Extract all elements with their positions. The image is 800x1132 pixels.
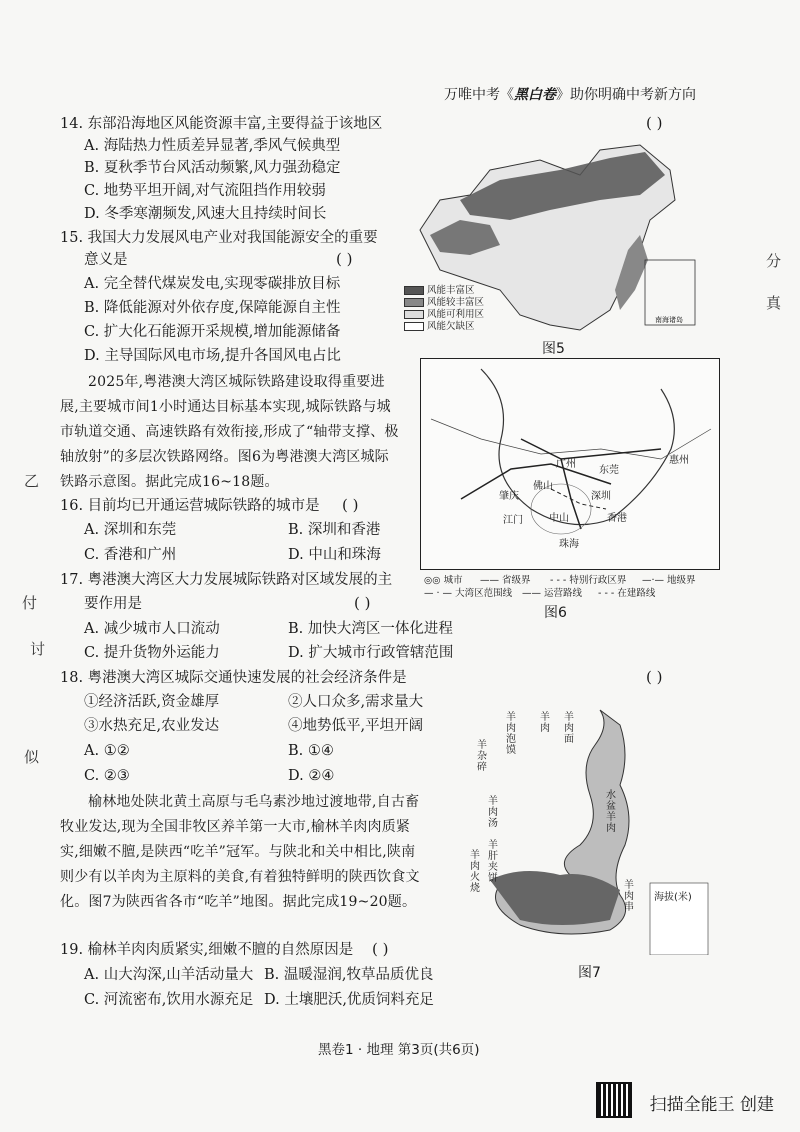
q18-condition: ④地势低平,平坦开阔 <box>288 718 424 734</box>
header-suffix: 》助你明确中考新方向 <box>556 87 696 103</box>
city-label: 中山 <box>549 513 569 524</box>
fig6-caption: 图6 <box>544 605 567 621</box>
legend-label: 风能丰富区 <box>427 285 475 296</box>
q19-option: B. 温暖湿润,牧草品质优良 <box>264 967 434 983</box>
passage-2: 榆林地处陕北黄土高原与毛乌素沙地过渡地带,自古畜牧业发达,现为全国非牧区养羊第一大市,榆林羊肉肉质紧实,细嫩不膻,是陕西“吃羊”冠军。与陕北和关中相比,陕南则少有以羊肉为主原料的美食,有着独特鲜明的陕西饮食文化。图7为陕西省各市“吃羊”地图。据此完成19~20题。 <box>60 794 420 910</box>
fig6-legend-item: —— 省级界 <box>480 575 531 586</box>
q17-stem-cont: 要作用是 <box>84 596 142 612</box>
q14-option: D. 冬季寒潮频发,风速大且持续时间长 <box>84 206 327 222</box>
q15-option: D. 主导国际风电市场,提升各国风电占比 <box>84 348 341 364</box>
header-brand: 黑白卷 <box>514 87 556 103</box>
q14-paren: ( ) <box>646 114 663 132</box>
q15-stem: 15. 我国大力发展风电产业对我国能源安全的重要 <box>60 230 378 246</box>
q19-option: D. 土壤肥沃,优质饲料充足 <box>264 992 434 1008</box>
q17-option: A. 减少城市人口流动 <box>84 621 220 637</box>
inset-label: 南海诸岛 <box>655 316 683 324</box>
legend-label: 风能欠缺区 <box>427 321 475 332</box>
city-label: 珠海 <box>559 539 579 550</box>
q14-stem: 14. 东部沿海地区风能资源丰富,主要得益于该地区 <box>60 116 383 132</box>
fig7-shaanxi-map <box>460 705 720 955</box>
q18-condition: ③水热充足,农业发达 <box>84 718 220 734</box>
q18-option: C. ②③ <box>84 768 130 784</box>
fig6-map-frame <box>420 358 720 570</box>
q17-option: B. 加快大湾区一体化进程 <box>288 621 453 637</box>
header-prefix: 万唯中考《 <box>444 87 514 103</box>
fig6-legend-item: — · — 大湾区范围线 <box>424 588 513 599</box>
q17-option: D. 扩大城市行政管辖范围 <box>288 645 454 661</box>
city-label: 惠州 <box>669 455 689 466</box>
lamb-label: 羊杂碎 <box>477 740 487 773</box>
city-label: 肇庆 <box>499 491 519 502</box>
q14-option: B. 夏秋季节台风活动频繁,风力强劲稳定 <box>84 160 341 176</box>
lamb-label: 羊肉 <box>540 712 550 734</box>
city-label: 江门 <box>503 515 523 526</box>
q18-condition: ①经济活跃,资金雄厚 <box>84 694 220 710</box>
page-footer: 黑卷1 · 地理 第3页(共6页) <box>318 1042 480 1058</box>
fig6-legend-item: —— 运营路线 <box>522 588 583 599</box>
side-mark: 讨 <box>30 640 46 658</box>
side-mark: 真 <box>766 294 782 312</box>
side-mark: 分 <box>766 252 782 270</box>
q16-option: A. 深圳和东莞 <box>84 522 177 538</box>
legend-swatch <box>404 322 424 331</box>
q18-paren: ( ) <box>646 668 663 686</box>
q15-stem-cont: 意义是 <box>84 252 128 268</box>
fig7-legend-title: 海拔(米) <box>654 892 692 903</box>
q16-option: D. 中山和珠海 <box>288 547 381 563</box>
fig6-legend-item: - - - 特别行政区界 <box>550 575 627 586</box>
lamb-label: 羊肉火烧 <box>470 850 480 894</box>
q14-option: C. 地势平坦开阔,对气流阻挡作用较弱 <box>84 183 326 199</box>
q15-option: B. 降低能源对外依存度,保障能源自主性 <box>84 300 341 316</box>
q16-paren: ( ) <box>342 496 359 514</box>
legend-label: 风能较丰富区 <box>427 297 485 308</box>
q19-stem: 19. 榆林羊肉肉质紧实,细嫩不膻的自然原因是 <box>60 942 354 958</box>
scanner-watermark: 扫描全能王 创建 <box>649 1095 774 1115</box>
fig5-caption: 图5 <box>542 341 565 357</box>
lamb-label: 羊肉泡馍 <box>506 712 516 756</box>
q18-option: A. ①② <box>84 743 130 759</box>
passage-1: 2025年,粤港澳大湾区城际铁路建设取得重要进展,主要城市间1小时通达目标基本实现,城际铁路与城市轨道交通、高速铁路有效衔接,形成了“轴带支撑、极轴放射”的多层次铁路网络。图6为粤港澳大湾区城际铁路示意图。据此完成16~18题。 <box>60 374 399 490</box>
city-label: 东莞 <box>599 465 619 476</box>
lamb-label: 羊肉汤 <box>488 796 498 829</box>
fig6-legend-item: —·— 地级界 <box>642 575 696 586</box>
city-label: 广州 <box>556 459 576 470</box>
fig7-caption: 图7 <box>578 965 601 981</box>
city-label: 深圳 <box>591 491 611 502</box>
side-mark: 乙 <box>24 472 40 490</box>
q18-option: B. ①④ <box>288 743 334 759</box>
lamb-label: 羊肝夹饼 <box>488 840 498 884</box>
q15-paren: ( ) <box>336 250 353 268</box>
fig6-legend-item: ◎◎ 城市 <box>424 575 463 586</box>
q19-paren: ( ) <box>372 940 389 958</box>
q15-option: A. 完全替代煤炭发电,实现零碳排放目标 <box>84 276 341 292</box>
side-mark: 似 <box>24 748 40 766</box>
q16-option: C. 香港和广州 <box>84 547 177 563</box>
q17-option: C. 提升货物外运能力 <box>84 645 220 661</box>
city-label: 香港 <box>607 513 627 524</box>
page-header <box>444 84 696 104</box>
city-label: 佛山 <box>533 481 553 492</box>
q18-condition: ②人口众多,需求量大 <box>288 694 424 710</box>
q19-option: A. 山大沟深,山羊活动量大 <box>84 967 254 983</box>
lamb-label: 水盆羊肉 <box>606 790 616 834</box>
q14-option: A. 海陆热力性质差异显著,季风气候典型 <box>84 138 341 154</box>
fig6-legend-item: - - - 在建路线 <box>598 588 656 599</box>
qr-code-icon <box>598 1084 630 1116</box>
side-mark: 付 <box>22 594 38 612</box>
q15-option: C. 扩大化石能源开采规模,增加能源储备 <box>84 324 341 340</box>
fig5-legend-item <box>404 318 475 332</box>
legend-label: 风能可利用区 <box>427 309 485 320</box>
q16-stem: 16. 目前均已开通运营城际铁路的城市是 <box>60 498 320 514</box>
q18-option: D. ②④ <box>288 768 335 784</box>
lamb-label: 羊肉面 <box>564 712 574 745</box>
q18-stem: 18. 粤港澳大湾区城际交通快速发展的社会经济条件是 <box>60 670 407 686</box>
q19-option: C. 河流密布,饮用水源充足 <box>84 992 254 1008</box>
q17-paren: ( ) <box>354 594 371 612</box>
q16-option: B. 深圳和香港 <box>288 522 381 538</box>
lamb-label: 羊肉串 <box>624 880 634 913</box>
q17-stem: 17. 粤港澳大湾区大力发展城际铁路对区域发展的主 <box>60 572 393 588</box>
